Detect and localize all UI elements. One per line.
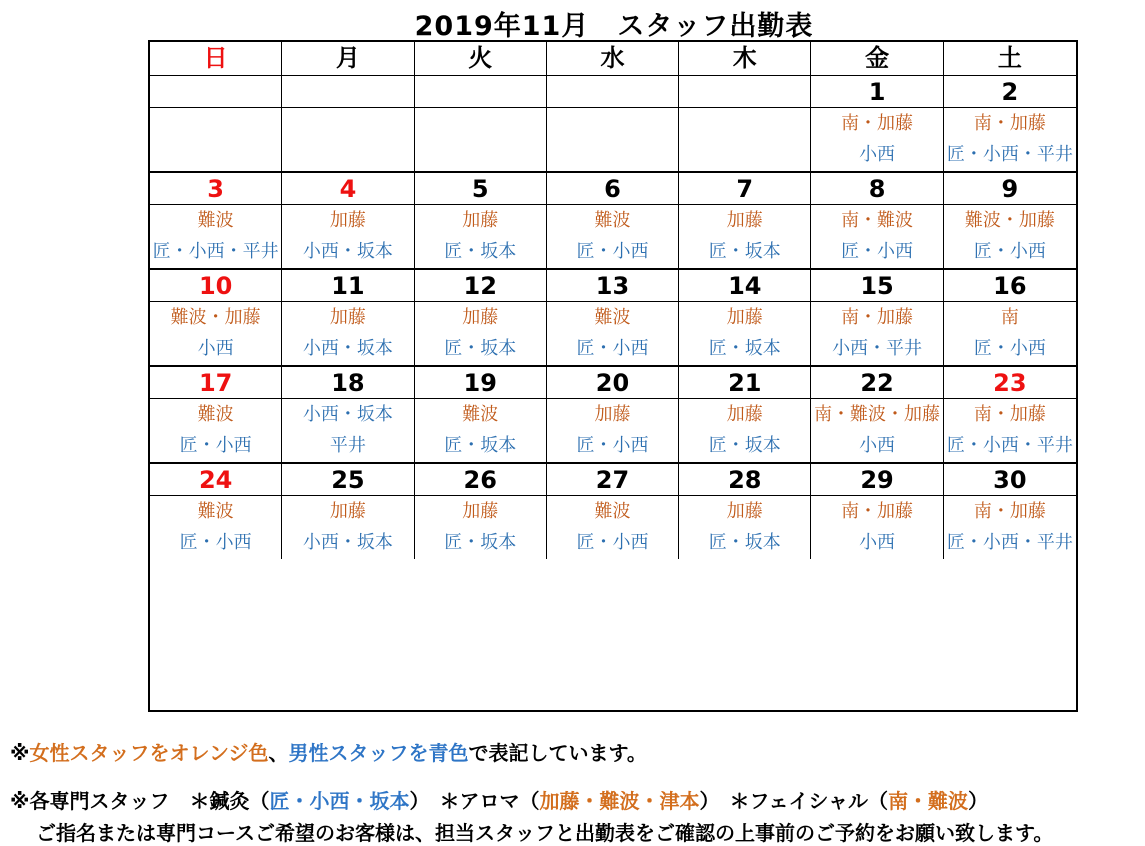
male-staff: 匠・小西 — [576, 338, 649, 359]
male-staff: 匠・小西・平井 — [946, 532, 1073, 553]
staff-cell — [679, 399, 811, 462]
date-cell: 13 — [547, 270, 679, 303]
date-cell: 11 — [282, 270, 414, 303]
male-staff: 匠・坂本 — [708, 241, 781, 262]
staff-cell — [282, 108, 414, 171]
date-cell — [150, 76, 282, 109]
specialist-label: ※各専門スタッフ ＊鍼灸（ — [10, 789, 270, 813]
date-cell — [679, 76, 811, 109]
female-color-legend: 女性スタッフをオレンジ色 — [29, 741, 269, 765]
note-mark: ※ — [10, 741, 30, 765]
date-cell: 26 — [415, 464, 547, 497]
date-cell: 24 — [150, 464, 282, 497]
staff-calendar — [148, 40, 1078, 712]
date-cell: 27 — [547, 464, 679, 497]
male-staff: 匠・坂本 — [708, 435, 781, 456]
staff-cell — [811, 205, 943, 268]
female-staff: 加藤 — [462, 501, 499, 522]
male-staff: 匠・坂本 — [444, 241, 517, 262]
staff-cell — [415, 496, 547, 559]
date-cell: 29 — [811, 464, 943, 497]
facial-label: ） ＊フェイシャル（ — [699, 789, 889, 813]
female-staff: 難波 — [197, 210, 234, 231]
staff-cell — [811, 496, 943, 559]
staff-cell — [547, 108, 679, 171]
staff-cell — [150, 108, 282, 171]
staff-cell — [547, 399, 679, 462]
male-staff: 匠・坂本 — [708, 532, 781, 553]
date-cell: 3 — [150, 173, 282, 206]
date-cell: 22 — [811, 367, 943, 400]
male-staff: 小西 — [197, 338, 234, 359]
female-staff: 難波・加藤 — [964, 210, 1055, 231]
female-staff: 加藤 — [726, 501, 763, 522]
staff-cell — [811, 108, 943, 171]
male-staff: 匠・小西 — [841, 241, 914, 262]
female-staff: 南・加藤 — [841, 113, 914, 134]
male-staff: 匠・小西・平井 — [946, 435, 1073, 456]
schedule-title: 2019年11月 スタッフ出勤表 — [414, 11, 814, 42]
staff-cell — [547, 496, 679, 559]
date-cell: 4 — [282, 173, 414, 206]
female-staff: 難波 — [594, 210, 631, 231]
female-staff: 加藤 — [726, 210, 763, 231]
note-close-paren: ） — [968, 789, 989, 813]
male-staff: 小西・坂本 — [302, 241, 393, 262]
staff-cell — [150, 399, 282, 462]
date-cell: 7 — [679, 173, 811, 206]
staff-cell — [679, 205, 811, 268]
date-cell: 1 — [811, 76, 943, 109]
date-cell: 5 — [415, 173, 547, 206]
date-cell: 20 — [547, 367, 679, 400]
male-staff: 匠・坂本 — [444, 532, 517, 553]
male-staff: 小西 — [859, 144, 896, 165]
aroma-staff: 加藤・難波・津本 — [539, 789, 700, 813]
weekday-mon: 月 — [282, 42, 414, 75]
reservation-note: ご指名または専門コースご希望のお客様は、担当スタッフと出勤表をご確認の上事前のご予約をお願い致します。 — [36, 821, 1054, 845]
female-staff: 加藤 — [329, 210, 366, 231]
female-staff: 南・加藤 — [841, 501, 914, 522]
date-cell: 2 — [1001, 78, 1019, 106]
female-staff: 難波 — [594, 307, 631, 328]
weekday-thu: 木 — [679, 42, 811, 75]
staff-cell — [282, 205, 414, 268]
date-cell — [415, 76, 547, 109]
male-staff: 小西 — [859, 532, 896, 553]
date-cell: 17 — [150, 367, 282, 400]
female-staff: 加藤 — [329, 307, 366, 328]
male-staff: 小西・坂本 — [302, 532, 393, 553]
male-staff: 匠・小西 — [973, 241, 1046, 262]
staff-cell — [679, 496, 811, 559]
date-cell: 15 — [811, 270, 943, 303]
date-row — [150, 367, 1076, 399]
date-cell — [282, 76, 414, 109]
weekday-header-row — [150, 42, 1076, 76]
male-staff: 小西 — [859, 435, 896, 456]
staff-cell — [415, 108, 547, 171]
female-staff: 加藤 — [726, 404, 763, 425]
staff-cell — [944, 205, 1076, 268]
male-staff: 匠・坂本 — [444, 338, 517, 359]
date-cell: 16 — [993, 272, 1027, 300]
date-cell: 25 — [282, 464, 414, 497]
staff-cell — [679, 108, 811, 171]
staff-row — [150, 205, 1076, 270]
staff-cell — [944, 108, 1076, 171]
female-staff: 南・加藤 — [973, 113, 1046, 134]
staff-cell — [547, 302, 679, 365]
weekday-tue: 火 — [415, 42, 547, 75]
male-staff: 小西・坂本 — [302, 404, 393, 425]
male-staff: 匠・小西 — [973, 338, 1046, 359]
male-staff: 小西・平井 — [832, 338, 923, 359]
female-staff: 加藤 — [462, 307, 499, 328]
staff-cell — [811, 399, 943, 462]
staff-cell — [415, 399, 547, 462]
date-cell: 14 — [679, 270, 811, 303]
staff-cell — [811, 302, 943, 365]
female-staff: 南 — [1000, 307, 1019, 328]
male-staff: 匠・小西 — [179, 435, 252, 456]
female-staff: 加藤 — [594, 404, 631, 425]
staff-cell — [415, 205, 547, 268]
date-cell: 9 — [1001, 175, 1019, 203]
staff-cell — [415, 302, 547, 365]
calendar-weeks — [150, 76, 1076, 559]
weekday-sat: 土 — [997, 44, 1022, 72]
male-staff: 匠・小西 — [576, 532, 649, 553]
weekday-wed: 水 — [547, 42, 679, 75]
female-staff: 加藤 — [462, 210, 499, 231]
female-staff: 加藤 — [329, 501, 366, 522]
staff-row — [150, 496, 1076, 559]
staff-cell — [547, 205, 679, 268]
date-cell: 18 — [282, 367, 414, 400]
weekday-sun: 日 — [150, 42, 282, 75]
date-cell — [547, 76, 679, 109]
female-staff: 加藤 — [726, 307, 763, 328]
staff-cell — [150, 205, 282, 268]
male-staff: 匠・坂本 — [444, 435, 517, 456]
date-cell: 12 — [415, 270, 547, 303]
staff-row — [150, 108, 1076, 173]
female-staff: 南・加藤 — [973, 501, 1046, 522]
aroma-label: ） ＊アロマ（ — [409, 789, 540, 813]
male-staff: 小西・坂本 — [302, 338, 393, 359]
specialist-staff-note — [10, 785, 988, 814]
weekday-fri: 金 — [811, 42, 943, 75]
female-staff: 南・難波・加藤 — [814, 404, 941, 425]
acupuncture-staff: 匠・小西・坂本 — [269, 789, 410, 813]
male-staff: 平井 — [329, 435, 366, 456]
date-row — [150, 173, 1076, 205]
staff-cell — [150, 302, 282, 365]
staff-cell — [679, 302, 811, 365]
note-text-2: で表記しています。 — [468, 741, 647, 765]
male-staff: 匠・小西 — [179, 532, 252, 553]
date-cell: 21 — [679, 367, 811, 400]
female-staff: 難波 — [462, 404, 499, 425]
staff-cell — [944, 496, 1076, 559]
female-staff: 難波 — [594, 501, 631, 522]
date-cell: 6 — [547, 173, 679, 206]
date-row — [150, 76, 1076, 108]
staff-cell — [944, 399, 1076, 462]
date-row — [150, 464, 1076, 496]
male-staff: 匠・小西 — [576, 241, 649, 262]
female-staff: 難波 — [197, 501, 234, 522]
color-legend-note — [10, 737, 647, 766]
female-staff: 南・加藤 — [841, 307, 914, 328]
staff-cell — [282, 399, 414, 462]
female-staff: 難波 — [197, 404, 234, 425]
staff-cell — [282, 496, 414, 559]
date-cell: 8 — [811, 173, 943, 206]
male-staff: 匠・小西・平井 — [152, 241, 279, 262]
male-staff: 匠・小西・平井 — [946, 144, 1073, 165]
date-cell: 23 — [993, 369, 1027, 397]
male-staff: 匠・小西 — [576, 435, 649, 456]
date-row — [150, 270, 1076, 302]
female-staff: 南・難波 — [841, 210, 914, 231]
date-cell: 10 — [150, 270, 282, 303]
date-cell: 19 — [415, 367, 547, 400]
staff-cell — [150, 496, 282, 559]
staff-cell — [944, 302, 1076, 365]
facial-staff: 南・難波 — [888, 789, 969, 813]
male-color-legend: 男性スタッフを青色 — [288, 741, 469, 765]
note-text-1: 、 — [268, 741, 289, 765]
male-staff: 匠・坂本 — [708, 338, 781, 359]
staff-cell — [282, 302, 414, 365]
date-cell: 30 — [993, 466, 1027, 494]
female-staff: 南・加藤 — [973, 404, 1046, 425]
female-staff: 難波・加藤 — [170, 307, 261, 328]
staff-row — [150, 399, 1076, 464]
date-cell: 28 — [679, 464, 811, 497]
staff-row — [150, 302, 1076, 367]
